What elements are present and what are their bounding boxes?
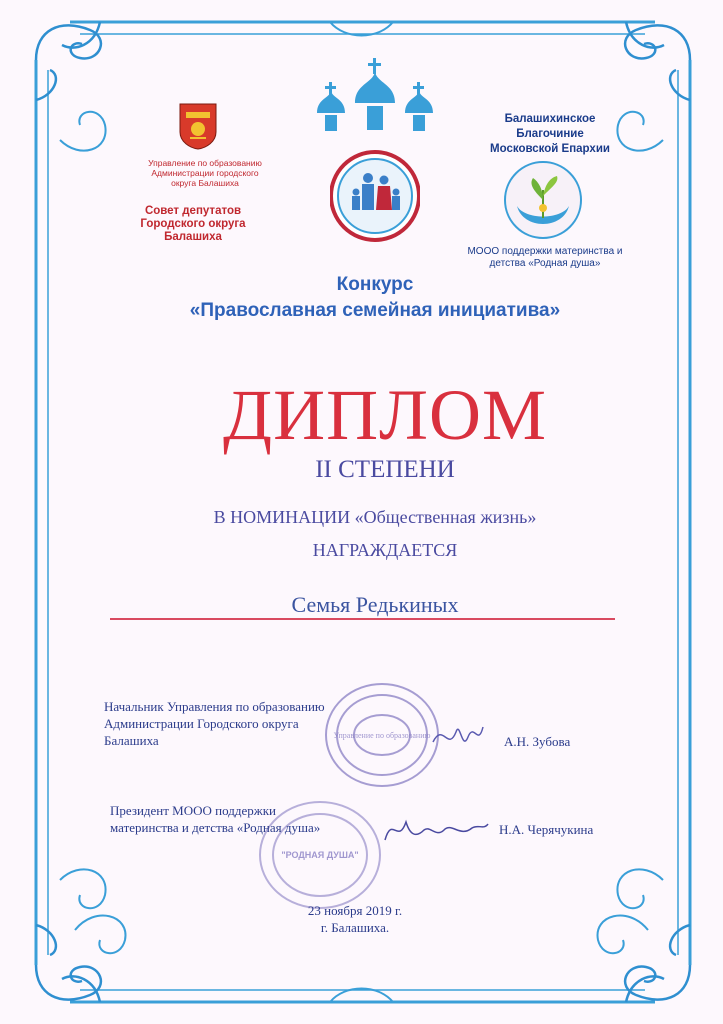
issue-date	[250, 902, 460, 936]
department-name: Управление по образованию Администрации городского округа Балашиха	[148, 158, 262, 188]
date-line2: г. Балашиха.	[320, 920, 390, 935]
nomination-text: В НОМИНАЦИИ «Общественная жизнь»	[213, 507, 537, 527]
position-1-line2: Администрации Городского округа	[104, 716, 299, 731]
contest-title	[100, 272, 650, 324]
council-name: Совет депутатов Городского округа Балашиха	[140, 205, 246, 243]
stamp-2-text: "РОДНАЯ ДУША"	[281, 850, 359, 860]
recipient-underline	[110, 618, 615, 620]
contest-line2: «Православная семейная инициатива»	[189, 300, 561, 321]
church-domes-icon	[305, 58, 445, 138]
awarded-text: НАГРАЖДАЕТСЯ	[312, 540, 458, 560]
signature-1	[428, 712, 488, 762]
position-1-line3: Балашиха	[104, 733, 159, 748]
position-2-line2: материнства и детства «Родная душа»	[110, 820, 321, 835]
stamp-1-text: Управление по образованию	[333, 731, 431, 740]
rodnaya-dusha-logo-icon	[503, 160, 583, 240]
family-emblem-icon	[330, 148, 420, 244]
position-2-line1: Президент МООО поддержки	[110, 803, 276, 818]
position-1-line1: Начальник Управления по образованию	[104, 699, 325, 714]
signature-1-position	[104, 698, 354, 749]
recipient-name: Семья Редькиных	[291, 592, 459, 617]
coat-of-arms-icon	[178, 102, 218, 150]
contest-line1: Конкурс	[336, 274, 414, 295]
signer-2-name: Н.А. Черячукина	[499, 822, 594, 837]
signature-2	[380, 810, 490, 850]
date-line1: 23 ноября 2019 г.	[307, 903, 403, 918]
deanery-name: Балашихинское Благочиние Московской Епархии	[490, 113, 610, 155]
signature-2-position	[110, 802, 390, 836]
signer-1-name: А.Н. Зубова	[504, 734, 571, 749]
diploma-title: ДИПЛОМ	[223, 375, 547, 455]
mooo-name: МООО поддержки материнства и детства «Родная душа»	[467, 246, 623, 269]
diploma-degree: II СТЕПЕНИ	[315, 456, 455, 483]
